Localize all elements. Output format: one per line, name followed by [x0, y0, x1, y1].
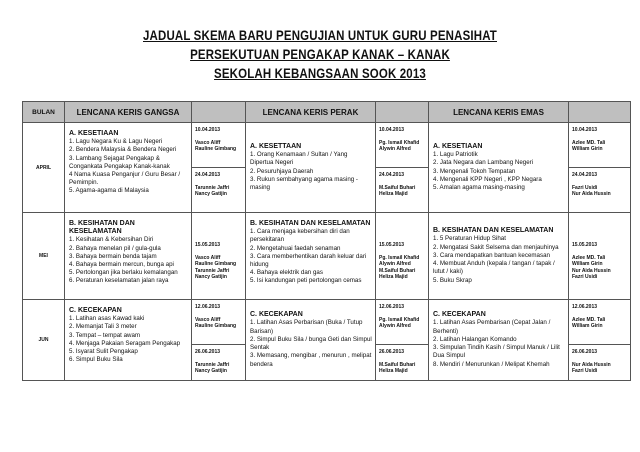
syllabus-item: 3. Tempat – tempat awam: [69, 331, 141, 339]
emas-syllabus-cell: [429, 123, 569, 213]
test-date: 24.04.2013: [572, 172, 598, 178]
header-perak: LENCANA KERIS PERAK: [246, 102, 376, 123]
title-line: SEKOLAH KEBANGSAAN SOOK 2013: [214, 65, 426, 81]
examiner-names: Vasco Aliff Rauline Gimbang: [195, 139, 237, 152]
examiner-names: Vasco Aliff Rauline Gimbang Tarunnie Jaffri Nancy Gatijin: [195, 254, 237, 280]
test-slot: [569, 123, 630, 167]
test-date: 10.04.2013: [195, 127, 221, 133]
syllabus-item: 5. Isyarat Sulit Pengakap: [69, 348, 138, 356]
gangsa-dates-cell: [192, 300, 246, 381]
examiner-names: Azlee MD. Tali William Girin: [572, 139, 606, 152]
section-heading: B. KESIHATAN DAN KESELAMATAN: [69, 220, 135, 236]
test-slot: [376, 167, 428, 212]
examiner-names: Nur Aida Hussin Fazri Usidi: [572, 361, 611, 374]
table-row: [23, 213, 631, 300]
examiner-names: Tarunnie Jaffri Nancy Gatijin: [195, 184, 230, 197]
section-heading: A. KESETIAAN: [433, 142, 483, 150]
schedule-table: [22, 101, 631, 381]
syllabus-item: 1. Latihan asas Kawad kaki: [69, 315, 145, 323]
header-emas: LENCANA KERIS EMAS: [429, 102, 569, 123]
syllabus-item: 5. Agama-agama di Malaysia: [69, 187, 149, 195]
month-cell: MEI: [23, 213, 65, 300]
header-blank: [569, 102, 631, 123]
syllabus-item: 3. Mengenali Tokoh Tempatan: [433, 167, 516, 175]
test-date: 26.06.2013: [195, 349, 221, 355]
test-slot: [569, 344, 630, 380]
examiner-names: Azlee MD. Tali William Girin Nur Aida Hussin Fazri Usidi: [572, 254, 611, 280]
test-slot: [376, 213, 428, 299]
perak-dates-cell: [376, 123, 429, 213]
test-date: 12.06.2013: [379, 304, 405, 310]
syllabus-item: 2. Mengatasi Sakit Selsema dan menjauhinya: [433, 243, 559, 251]
title-line: PERSEKUTUAN PENGAKAP KANAK – KANAK: [190, 46, 450, 62]
syllabus-item: 3. Memasang, mengibar , menurun , melipat bendera: [250, 352, 372, 368]
perak-dates-cell: [376, 300, 429, 381]
emas-dates-cell: [569, 123, 631, 213]
syllabus-item: 1. Cara menjaga kebersihan diri dan persekitaran: [250, 228, 350, 244]
emas-dates-cell: [569, 213, 631, 300]
syllabus-item: 4. Mengenali KPP Negeri , KPP Negara: [433, 175, 542, 183]
examiner-names: Vasco Aliff Rauline Gimbang: [195, 316, 237, 329]
section-heading: C. KECEKAPAN: [433, 311, 486, 319]
test-date: 15.05.2013: [195, 242, 221, 248]
section-heading: A. KESETIAAN: [69, 130, 119, 137]
syllabus-item: 2. Bendera Malaysia & Bendera Negeri: [69, 146, 177, 154]
month-cell: JUN: [23, 300, 65, 381]
test-slot: [569, 167, 630, 212]
gangsa-dates-cell: [192, 213, 246, 300]
test-slot: [192, 300, 245, 344]
perak-dates-cell: [376, 213, 429, 300]
syllabus-item: 2. Jata Negara dan Lambang Negeri: [433, 159, 534, 167]
section-heading: B. KESIHATAN DAN KESELAMATAN: [433, 227, 554, 235]
syllabus-item: 3. Simpulan Tindih Kasih / Simpul Manuk / Lilit Dua Simpul: [433, 344, 560, 360]
header-blank: [376, 102, 429, 123]
test-date: 10.04.2013: [379, 127, 405, 133]
perak-syllabus-cell: [246, 213, 376, 300]
section-heading: A. KESETTAAN: [250, 142, 302, 150]
header-gangsa: LENCANA KERIS GANGSA: [65, 102, 192, 123]
syllabus-item: 5. Buku Skrap: [433, 276, 472, 284]
syllabus-item: 1. 5 Peraturan Hidup Sihat: [433, 235, 506, 243]
test-slot: [192, 213, 245, 299]
examiner-names: M.Saiful Buhari Heliza Majid: [379, 184, 416, 197]
syllabus-item: 2. Simpul Buku Sila / bunga Geti dan Simpul Sentak: [250, 335, 372, 352]
test-slot: [192, 167, 245, 212]
syllabus-item: 2. Latihan Halangan Komando: [433, 335, 517, 343]
syllabus-item: 4. Menjaga Pakaian Seragam Pengakap: [69, 339, 181, 347]
examiner-names: Pg. Ismail Khafid Alywin Alfred M.Saiful Buhari Heliza Majid: [379, 254, 420, 280]
syllabus-item: 5. Pertolongan jika berlaku kemalangan: [69, 269, 178, 277]
section-heading: C. KECEKAPAN: [250, 311, 303, 319]
gangsa-syllabus-cell: [65, 123, 192, 213]
section-heading: B. KESIHATAN DAN KESELAMATAN: [250, 220, 371, 227]
test-date: 24.04.2013: [195, 172, 221, 178]
gangsa-syllabus-cell: [65, 300, 192, 381]
test-slot: [192, 123, 245, 167]
table-row: [23, 123, 631, 213]
test-date: 15.05.2013: [379, 242, 405, 248]
syllabus-item: 1. Kesihatan & Kebersihan Diri: [69, 236, 154, 244]
test-slot: [376, 123, 428, 167]
header-row: [23, 102, 631, 123]
syllabus-item: 8. Mendiri / Menurunkan / Melipat Khemah: [433, 360, 550, 368]
syllabus-item: 4 Nama Kuasa Penganjur / Guru Besar / Pemimpin.: [69, 171, 181, 187]
syllabus-item: 4. Bahaya elektrik dan gas: [250, 269, 323, 277]
test-date: 12.06.2013: [195, 304, 221, 310]
syllabus-item: 6. Peraturan keselamatan jalan raya: [69, 277, 169, 285]
syllabus-item: 4. Bahaya bermain mercun, bunga api: [69, 261, 174, 269]
test-date: 15.05.2013: [572, 242, 598, 248]
test-slot: [376, 344, 428, 380]
examiner-names: Fazri Usidi Nur Aida Hussin: [572, 184, 611, 197]
gangsa-dates-cell: [192, 123, 246, 213]
emas-syllabus-cell: [429, 300, 569, 381]
test-date: 10.04.2013: [572, 127, 598, 133]
examiner-names: Azlee MD. Tali William Girin: [572, 316, 606, 329]
syllabus-item: 1. Lagu Patriotik: [433, 151, 478, 159]
syllabus-item: 3. Rukun sembahyang agama masing - masing: [250, 175, 358, 191]
title-line: JADUAL SKEMA BARU PENGUJIAN UNTUK GURU PENASIHAT: [142, 27, 497, 43]
test-slot: [569, 300, 630, 344]
syllabus-item: 1. Latihan Asas Pembarisan (Cepat Jalan / Berhenti): [433, 319, 551, 335]
section-heading: C. KECEKAPAN: [69, 307, 122, 314]
table-row: [23, 300, 631, 381]
emas-dates-cell: [569, 300, 631, 381]
month-cell: APRIL: [23, 123, 65, 213]
perak-syllabus-cell: [246, 300, 376, 381]
syllabus-item: 4. Membuat Anduh (kepala / tangan / tapak / lutut / kaki): [433, 260, 555, 276]
syllabus-item: 2. Memanjat Tali 3 meter: [69, 323, 137, 331]
syllabus-item: 3. Cara memberhentikan darah keluar dari hidung: [250, 252, 367, 269]
gangsa-syllabus-cell: [65, 213, 192, 300]
syllabus-item: 3. Bahaya bermain benda tajam: [69, 252, 157, 260]
test-date: 24.04.2013: [379, 172, 405, 178]
test-date: 26.06.2013: [572, 349, 598, 355]
syllabus-item: 1. Latihan Asas Perbarisan (Buka / Tutup Barisan): [250, 319, 363, 335]
examiner-names: Pg. Ismail Khafid Alywin Alfred: [379, 316, 420, 329]
syllabus-item: 3. Lambang Sejagat Pengakap & Congankata Pengakap Kanak-kanak: [69, 154, 170, 170]
syllabus-item: 2. Mengetahuai faedah senaman: [250, 244, 341, 252]
test-slot: [192, 344, 245, 380]
syllabus-item: 5. Amalan agama masing-masing: [433, 183, 525, 191]
syllabus-item: 1. Orang Kenamaan / Sultan / Yang Dipertua Negeri: [250, 151, 348, 167]
syllabus-item: 2. Pesuruhjaya Daerah: [250, 167, 314, 175]
test-slot: [569, 213, 630, 299]
examiner-names: Tarunnie Jaffri Nancy Gatijin: [195, 361, 230, 374]
examiner-names: M.Saiful Buhari Heliza Majid: [379, 361, 416, 374]
test-date: 12.06.2013: [572, 304, 598, 310]
emas-syllabus-cell: [429, 213, 569, 300]
syllabus-item: 5. Isi kandungan peti pertolongan cemas: [250, 277, 362, 285]
header-bulan: BULAN: [23, 102, 65, 123]
header-blank: [192, 102, 246, 123]
perak-syllabus-cell: [246, 123, 376, 213]
test-slot: [376, 300, 428, 344]
test-date: 26.06.2013: [379, 349, 405, 355]
syllabus-item: 3. Cara mendapatkan bantuan kecemasan: [433, 251, 550, 259]
syllabus-item: 2. Bahaya menelan pil / gula-gula: [69, 244, 161, 252]
syllabus-item: 6. Simpul Buku Sila: [69, 356, 123, 364]
syllabus-item: 1. Lagu Negara Ku & Lagu Negeri: [69, 138, 163, 146]
document-title: [0, 26, 640, 83]
examiner-names: Pg. Ismail Khafid Alywin Alfred: [379, 139, 420, 152]
